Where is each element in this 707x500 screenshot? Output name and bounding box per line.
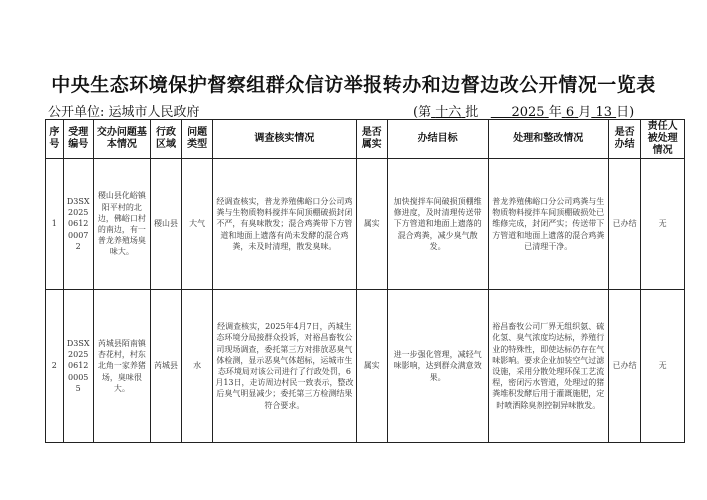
- table-header-row: [46, 120, 685, 159]
- batch-year: 2025: [511, 105, 545, 120]
- cell-is-true: 属实: [356, 290, 387, 443]
- cell-issue: 稷山县化峪镇阳平村的北边，佛峪口村的南边，有一普龙养殖场臭味大。: [93, 159, 150, 290]
- col-header-done: 是否办结: [609, 120, 641, 159]
- cell-is-true: 属实: [356, 159, 387, 290]
- col-header-is-true: 是否属实: [356, 120, 387, 159]
- batch-open: (第: [413, 105, 432, 120]
- cell-done: 已办结: [609, 159, 641, 290]
- cell-seq: 1: [46, 159, 64, 290]
- batch-date-line: [413, 101, 634, 120]
- col-header-punish: 责任人被处理情况: [641, 120, 685, 159]
- page-title: 中央生态环境保护督察组群众信访举报转办和边督边改公开情况一览表: [51, 74, 656, 96]
- day-unit: 日): [616, 105, 635, 120]
- disclosure-table: [45, 119, 685, 443]
- cell-type: 大气: [182, 159, 213, 290]
- table-row: [46, 159, 685, 290]
- cell-handling: 裕昌畜牧公司厂界无组织氨、硫化氢、臭气浓度均达标，养殖行业的特殊性，即使达标仍存在气味影响。要求企业加装空气过滤设施，采用分散处理环保工艺流程，密闭污水管道，处理过的猪粪堆积发酵后用于灌溉施肥，定时喷洒除臭剂控制异味散发。: [488, 290, 609, 443]
- cell-done: 已办结: [609, 290, 641, 443]
- batch-word: 批: [465, 105, 479, 120]
- cell-type: 水: [182, 290, 213, 443]
- cell-region: 芮城县: [150, 290, 181, 443]
- cell-seq: 2: [46, 290, 64, 443]
- col-header-seq: 序号: [46, 120, 64, 159]
- col-header-region: 行政区域: [150, 120, 181, 159]
- year-unit: 年: [548, 105, 562, 120]
- month-unit: 月: [578, 105, 592, 120]
- cell-id: D3SX2025061200072: [63, 159, 93, 290]
- publisher-name: 运城市人民政府: [108, 105, 200, 120]
- cell-handling: 普龙养殖佛峪口分公司鸡粪与生物质物料搅拌车间顶棚破损处已维修完成，封闭严实；传送带下方管道和地面上遗落的混合鸡粪已清理干净。: [488, 159, 609, 290]
- cell-region: 稷山县: [150, 159, 181, 290]
- cell-investigation: 经调查核实，2025年4月7日，芮城生态环境分局接群众投诉，对裕昌畜牧公司现场调查，委托第三方对排放恶臭气体检测，显示恶臭气体超标，运城市生态环境局对该公司进行了行政处罚，6月13日，走访周边村民一致表示，整改后臭气明显减少；委托第三方检测结果符合要求。: [213, 290, 356, 443]
- col-header-handling: 处理和整改情况: [488, 120, 609, 159]
- cell-issue: 芮城县陌南镇杏花村，村东北角一家养猪场，臭味很大。: [93, 290, 150, 443]
- col-header-goal: 办结目标: [387, 120, 488, 159]
- batch-month: 6: [565, 105, 575, 120]
- batch-day: 13: [595, 105, 612, 120]
- cell-goal: 加快搅拌车间破损顶棚维修进度，及时清理传送带下方管道和地面上遗落的混合鸡粪，减少臭气散发。: [387, 159, 488, 290]
- cell-id: D3SX2025061200055: [63, 290, 93, 443]
- cell-punish: 无: [641, 290, 685, 443]
- col-header-investigation: 调查核实情况: [213, 120, 356, 159]
- col-header-type: 问题类型: [182, 120, 213, 159]
- publisher-label: 公开单位:: [48, 105, 105, 120]
- publisher-line: [48, 101, 200, 120]
- col-header-issue: 交办问题基本情况: [93, 120, 150, 159]
- cell-investigation: 经调查核实，普龙养殖佛峪口分公司鸡粪与生物质物料搅拌车间顶棚破损封闭不严，有臭味散发；混合鸡粪带下方管道和地面上遗落有尚未发酵的混合鸡粪，未及时清理，散发臭味。: [213, 159, 356, 290]
- cell-punish: 无: [641, 159, 685, 290]
- batch-number: 十六: [435, 105, 462, 120]
- cell-goal: 进一步强化管理，减轻气味影响，达到群众满意效果。: [387, 290, 488, 443]
- table-row: [46, 290, 685, 443]
- col-header-id: 受理编号: [63, 120, 93, 159]
